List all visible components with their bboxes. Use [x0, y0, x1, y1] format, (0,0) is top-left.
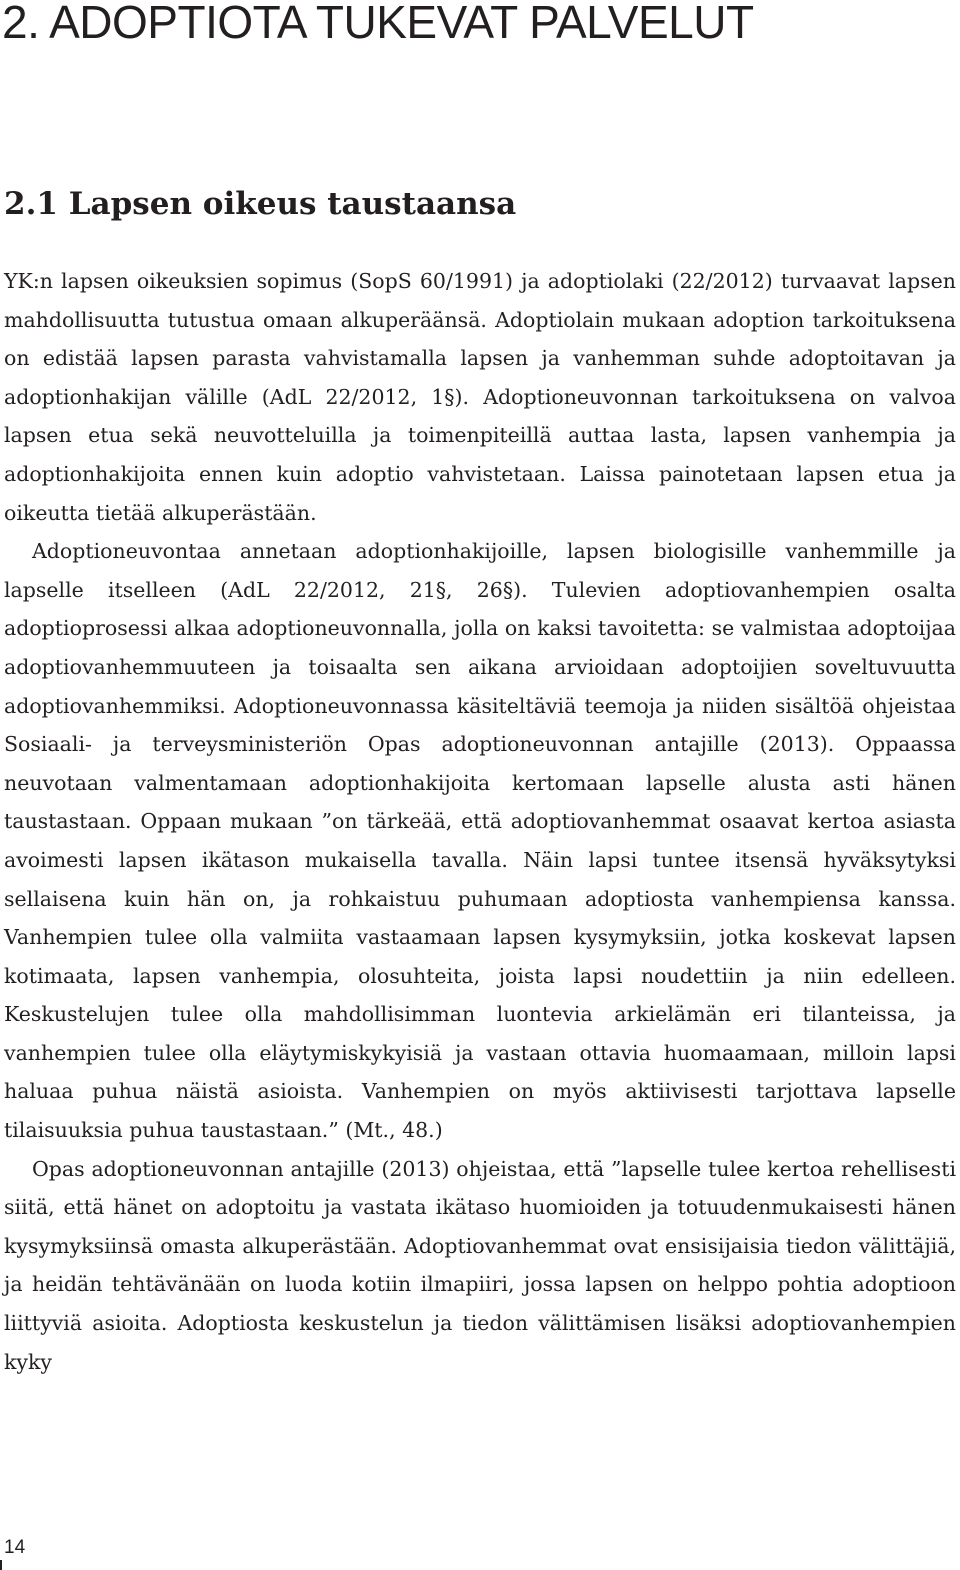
paragraph: YK:n lapsen oikeuksien sopimus (SopS 60/1991) ja adoptiolaki (22/2012) turvaavat lapsen mahdollisuutta tutustua omaan alkuperäänsä. Adoptiolain mukaan adoption tarkoituksena on edistää lapsen parasta vahvistamalla lapsen ja vanhemman suhde adoptoitavan ja adoptionhakijan välille (AdL 22/2012, 1§). Adoptioneuvonnan tarkoituksena on valvoa lapsen etua sekä neuvotteluilla ja toimenpiteillä auttaa lasta, lapsen vanhempia ja adoptionhakijoita ennen kuin adoptio vahvistetaan. Laissa painotetaan lapsen etua ja oikeutta tietää alkuperästään.	[4, 269, 956, 525]
page-number: 14	[4, 1537, 26, 1558]
body-text	[4, 262, 956, 1381]
paragraph: Opas adoptioneuvonnan antajille (2013) ohjeistaa, että ”lapselle tulee kertoa rehellisesti siitä, että hänet on adoptoitu ja vastata ikätaso huomioiden ja totuudenmukaisesti hänen kysymyksiinsä omasta alkuperästään. Adoptiovanhemmat ovat ensisijaisia tiedon välittäjiä, ja heidän tehtävänään on luoda kotiin ilmapiiri, jossa lapsen on helppo pohtia adoptioon liittyviä asioita. Adoptiosta keskustelun ja tiedon välittämisen lisäksi adoptiovanhempien kyky	[4, 1156, 956, 1374]
margin-mark	[0, 1560, 2, 1570]
paragraph: Adoptioneuvontaa annetaan adoptionhakijoille, lapsen biologisille vanhemmille ja lapselle itselleen (AdL 22/2012, 21§, 26§). Tulevien adoptiovanhempien osalta adoptioprosessi alkaa adoptioneuvonnalla, jolla on kaksi tavoitetta: se valmistaa adoptoijaa adoptiovanhemmuuteen ja toisaalta sen aikana arvioidaan adoptoijien soveltuvuutta adoptiovanhemmiksi. Adoptioneuvonnassa käsiteltäviä teemoja ja niiden sisältöä ohjeistaa Sosiaali- ja terveysministeriön Opas adoptioneuvonnan antajille (2013). Oppaassa neuvotaan valmentamaan adoptionhakijoita kertomaan lapselle alusta asti hänen taustastaan. Oppaan mukaan ”on tärkeää, että adoptiovanhemmat osaavat kertoa asiasta avoimesti lapsen ikätason mukaisella tavalla. Näin lapsi tuntee itsensä hyväksytyksi sellaisena kuin hän on, ja rohkaistuu puhumaan adoptiosta vanhempiensa kanssa. Vanhempien tulee olla valmiita vastaamaan lapsen kysymyksiin, jotka koskevat lapsen kotimaata, lapsen vanhempia, olosuhteita, joista lapsi noudettiin ja niin edelleen. Keskustelujen tulee olla mahdollisimman luontevia arkielämän eri tilanteissa, ja vanhempien tulee olla eläytymiskykyisiä ja vastaan ottavia huomaamaan, milloin lapsi haluaa puhua näistä asioista. Vanhempien on myös aktiivisesti tarjottava lapselle tilaisuuksia puhua taustastaan.” (Mt., 48.)	[4, 539, 956, 1143]
section-title: 2.1 Lapsen oikeus taustaansa	[4, 186, 517, 222]
chapter-title: 2. ADOPTIOTA TUKEVAT PALVELUT	[2, 0, 754, 48]
